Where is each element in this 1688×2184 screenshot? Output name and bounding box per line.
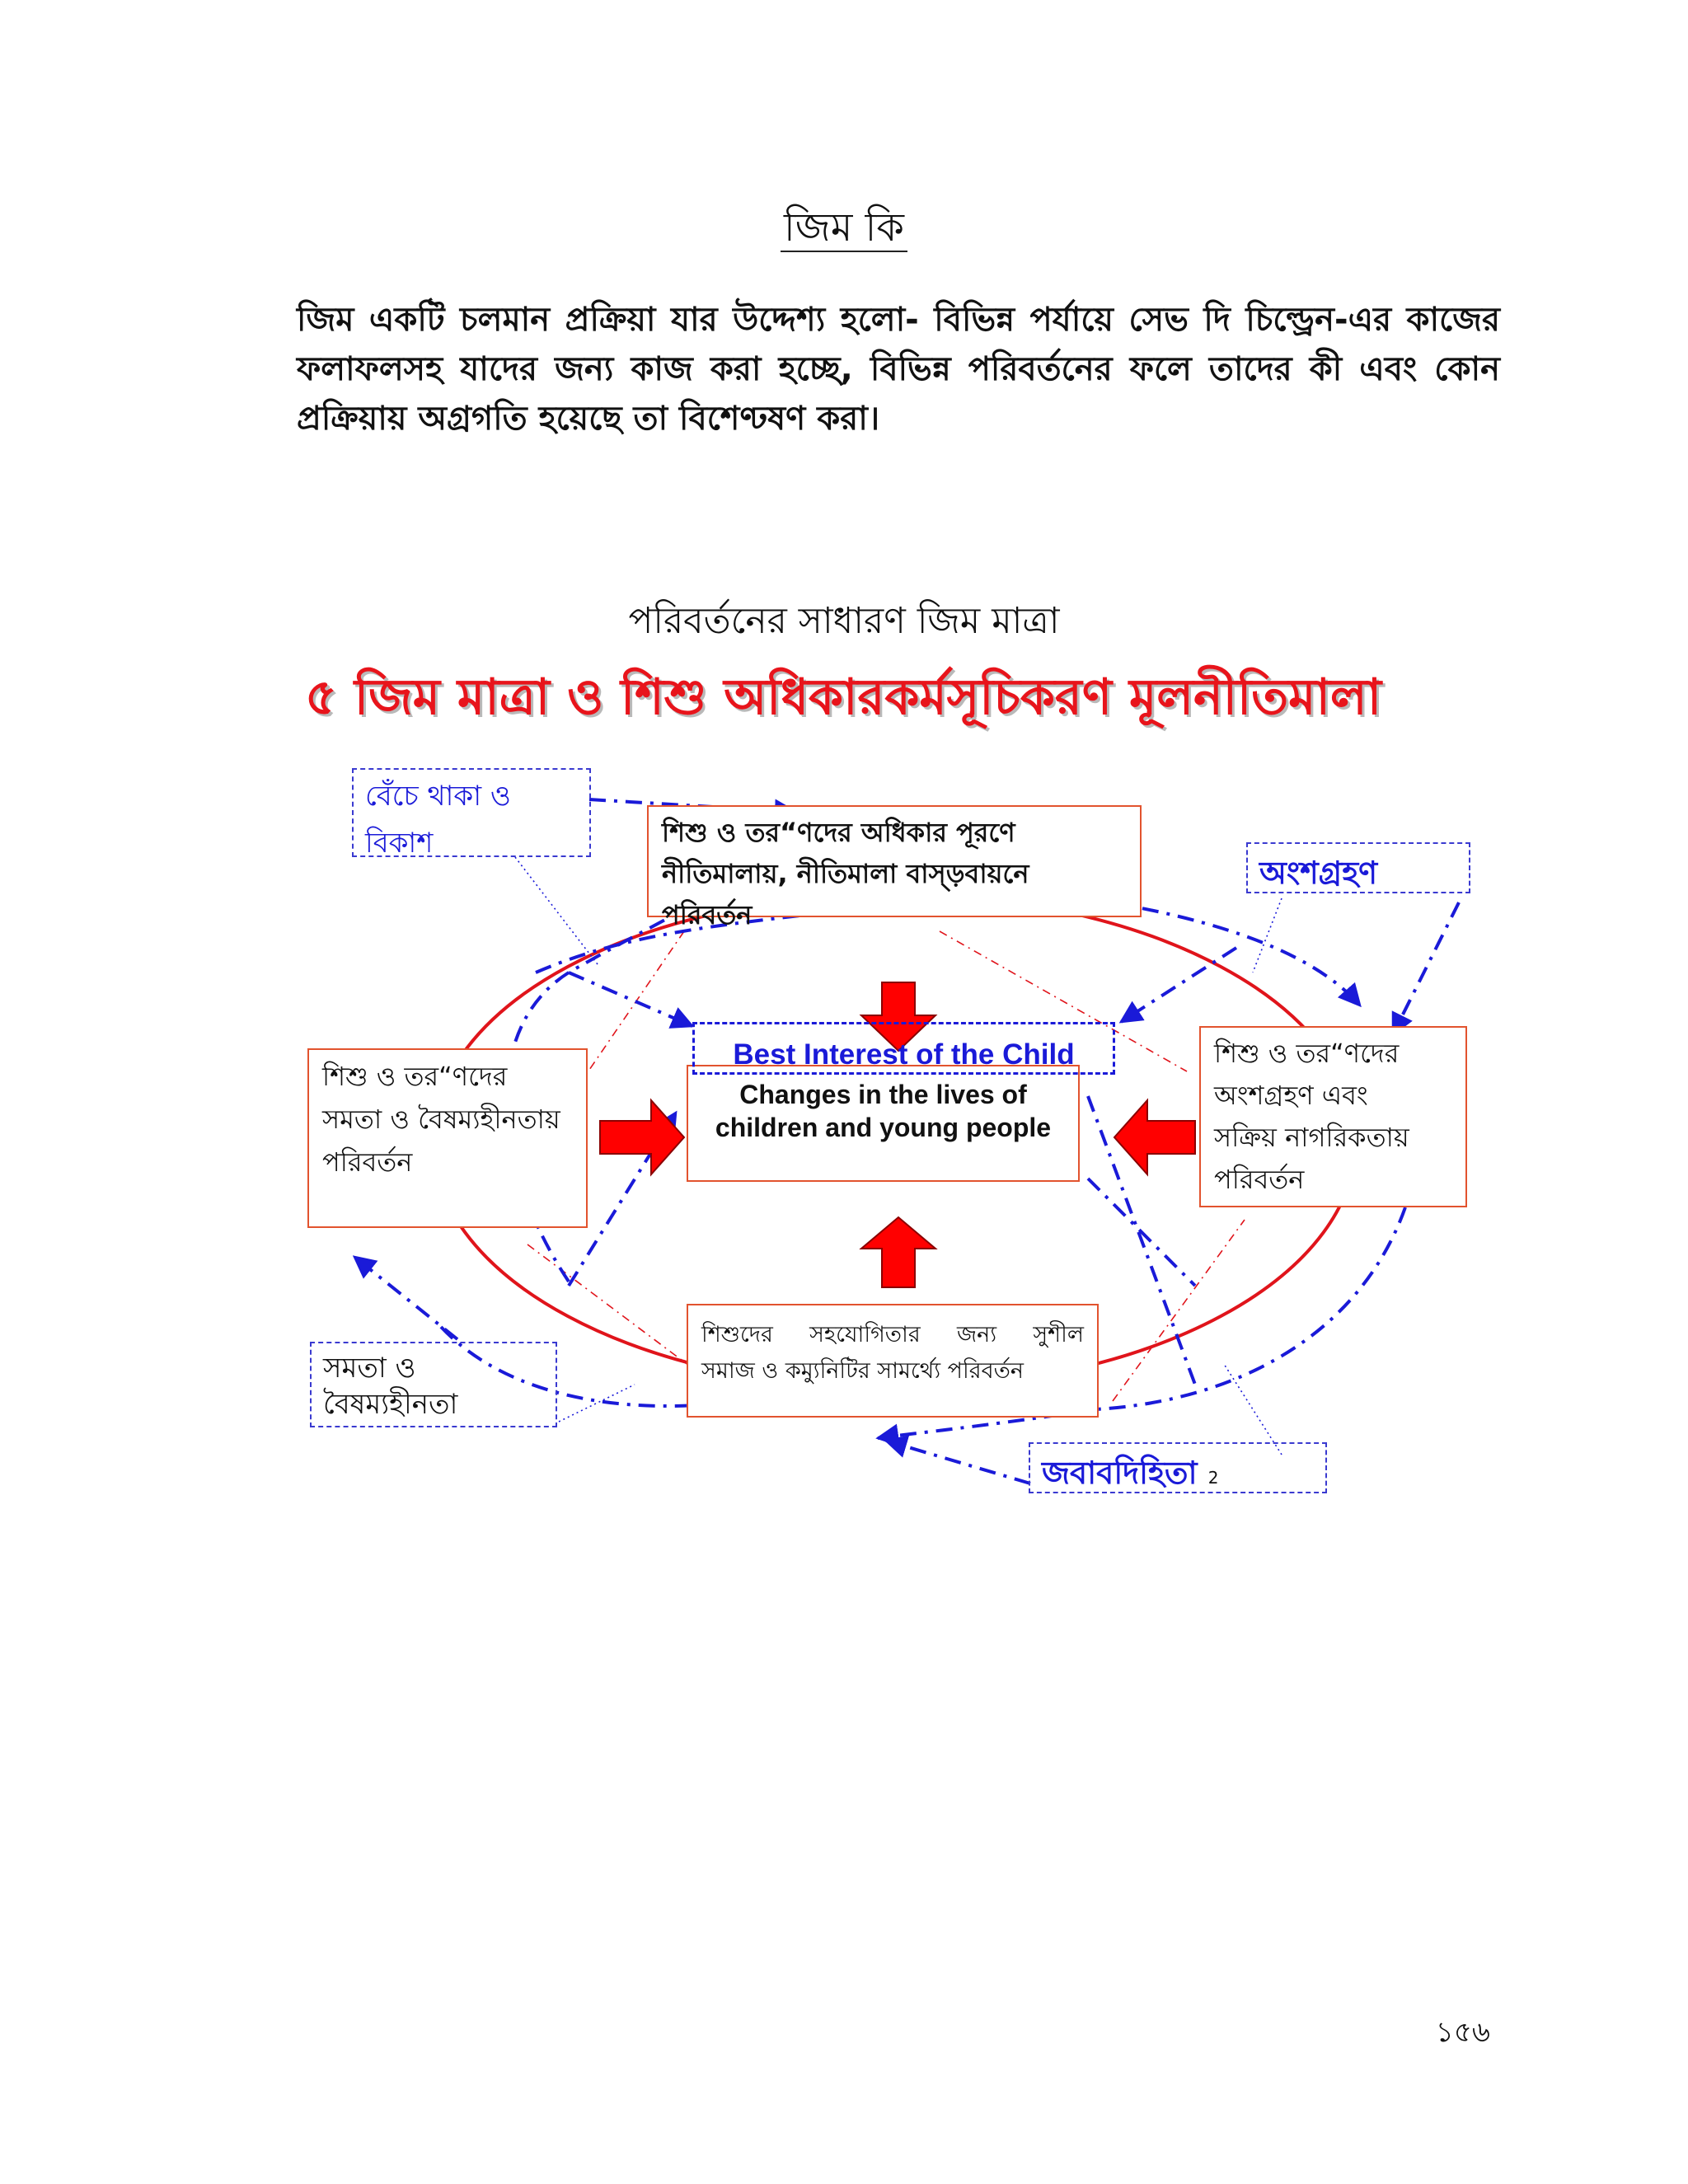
principle-survival: বেঁচে থাকা ও বিকাশ xyxy=(352,768,591,857)
arrow-up-icon xyxy=(861,1217,935,1287)
principle-accountability: জবাবদিহিতা 2 xyxy=(1029,1442,1327,1493)
diagram-title: ৫ জিম মাত্রা ও শিশু অধিকারকর্মসূচিকরণ মূলনীতিমালা xyxy=(305,668,1381,726)
arrow-right-icon xyxy=(600,1100,684,1174)
principle-participation: অংশগ্রহণ xyxy=(1246,842,1470,893)
diagram-heading: পরিবর্তনের সাধারণ জিম মাত্রা xyxy=(628,600,1060,642)
box-participation-change: শিশু ও তর“ণদের অংশগ্রহণ এবং সক্রিয় নাগরিকতায় পরিবর্তন xyxy=(1199,1026,1467,1207)
page-title: জিম কি xyxy=(0,198,1688,263)
best-interest-header: Best Interest of the Child xyxy=(692,1022,1115,1075)
box-equality-change: শিশু ও তর“ণদের সমতা ও বৈষম্যহীনতায় পরিবর্তন xyxy=(307,1048,588,1228)
box-center-changes: Changes in the lives of children and young people xyxy=(687,1065,1080,1182)
box-community-change: শিশুদের সহযোগিতার জন্য সুশীল সমাজ ও কম্যুনিটির সামর্থ্যে পরিবর্তন xyxy=(687,1304,1099,1418)
intro-paragraph: জিম একটি চলমান প্রক্রিয়া যার উদ্দেশ্য হলো- বিভিন্ন পর্যায়ে সেভ দি চিল্ড্রেন-এর কাজের ফলাফলসহ যাদের জন্য কাজ করা হচ্ছে, বিভিন্ন পরিবর্তনের ফলে তাদের কী এবং কোন প্রক্রিয়ায় অগ্রগতি হয়েছে তা বিশেণ্ঢষণ করা। xyxy=(297,301,1500,438)
principle-equality: সমতা ও বৈষম্যহীনতা xyxy=(310,1342,557,1427)
box-policy-change: শিশু ও তর“ণদের অধিকার পূরণে নীতিমালায়, নীতিমালা বাস্ড়বায়নে পরিবর্তন xyxy=(647,805,1142,917)
arrow-left-icon xyxy=(1114,1100,1195,1174)
page-number: ১৫৬ xyxy=(1435,2016,1490,2049)
